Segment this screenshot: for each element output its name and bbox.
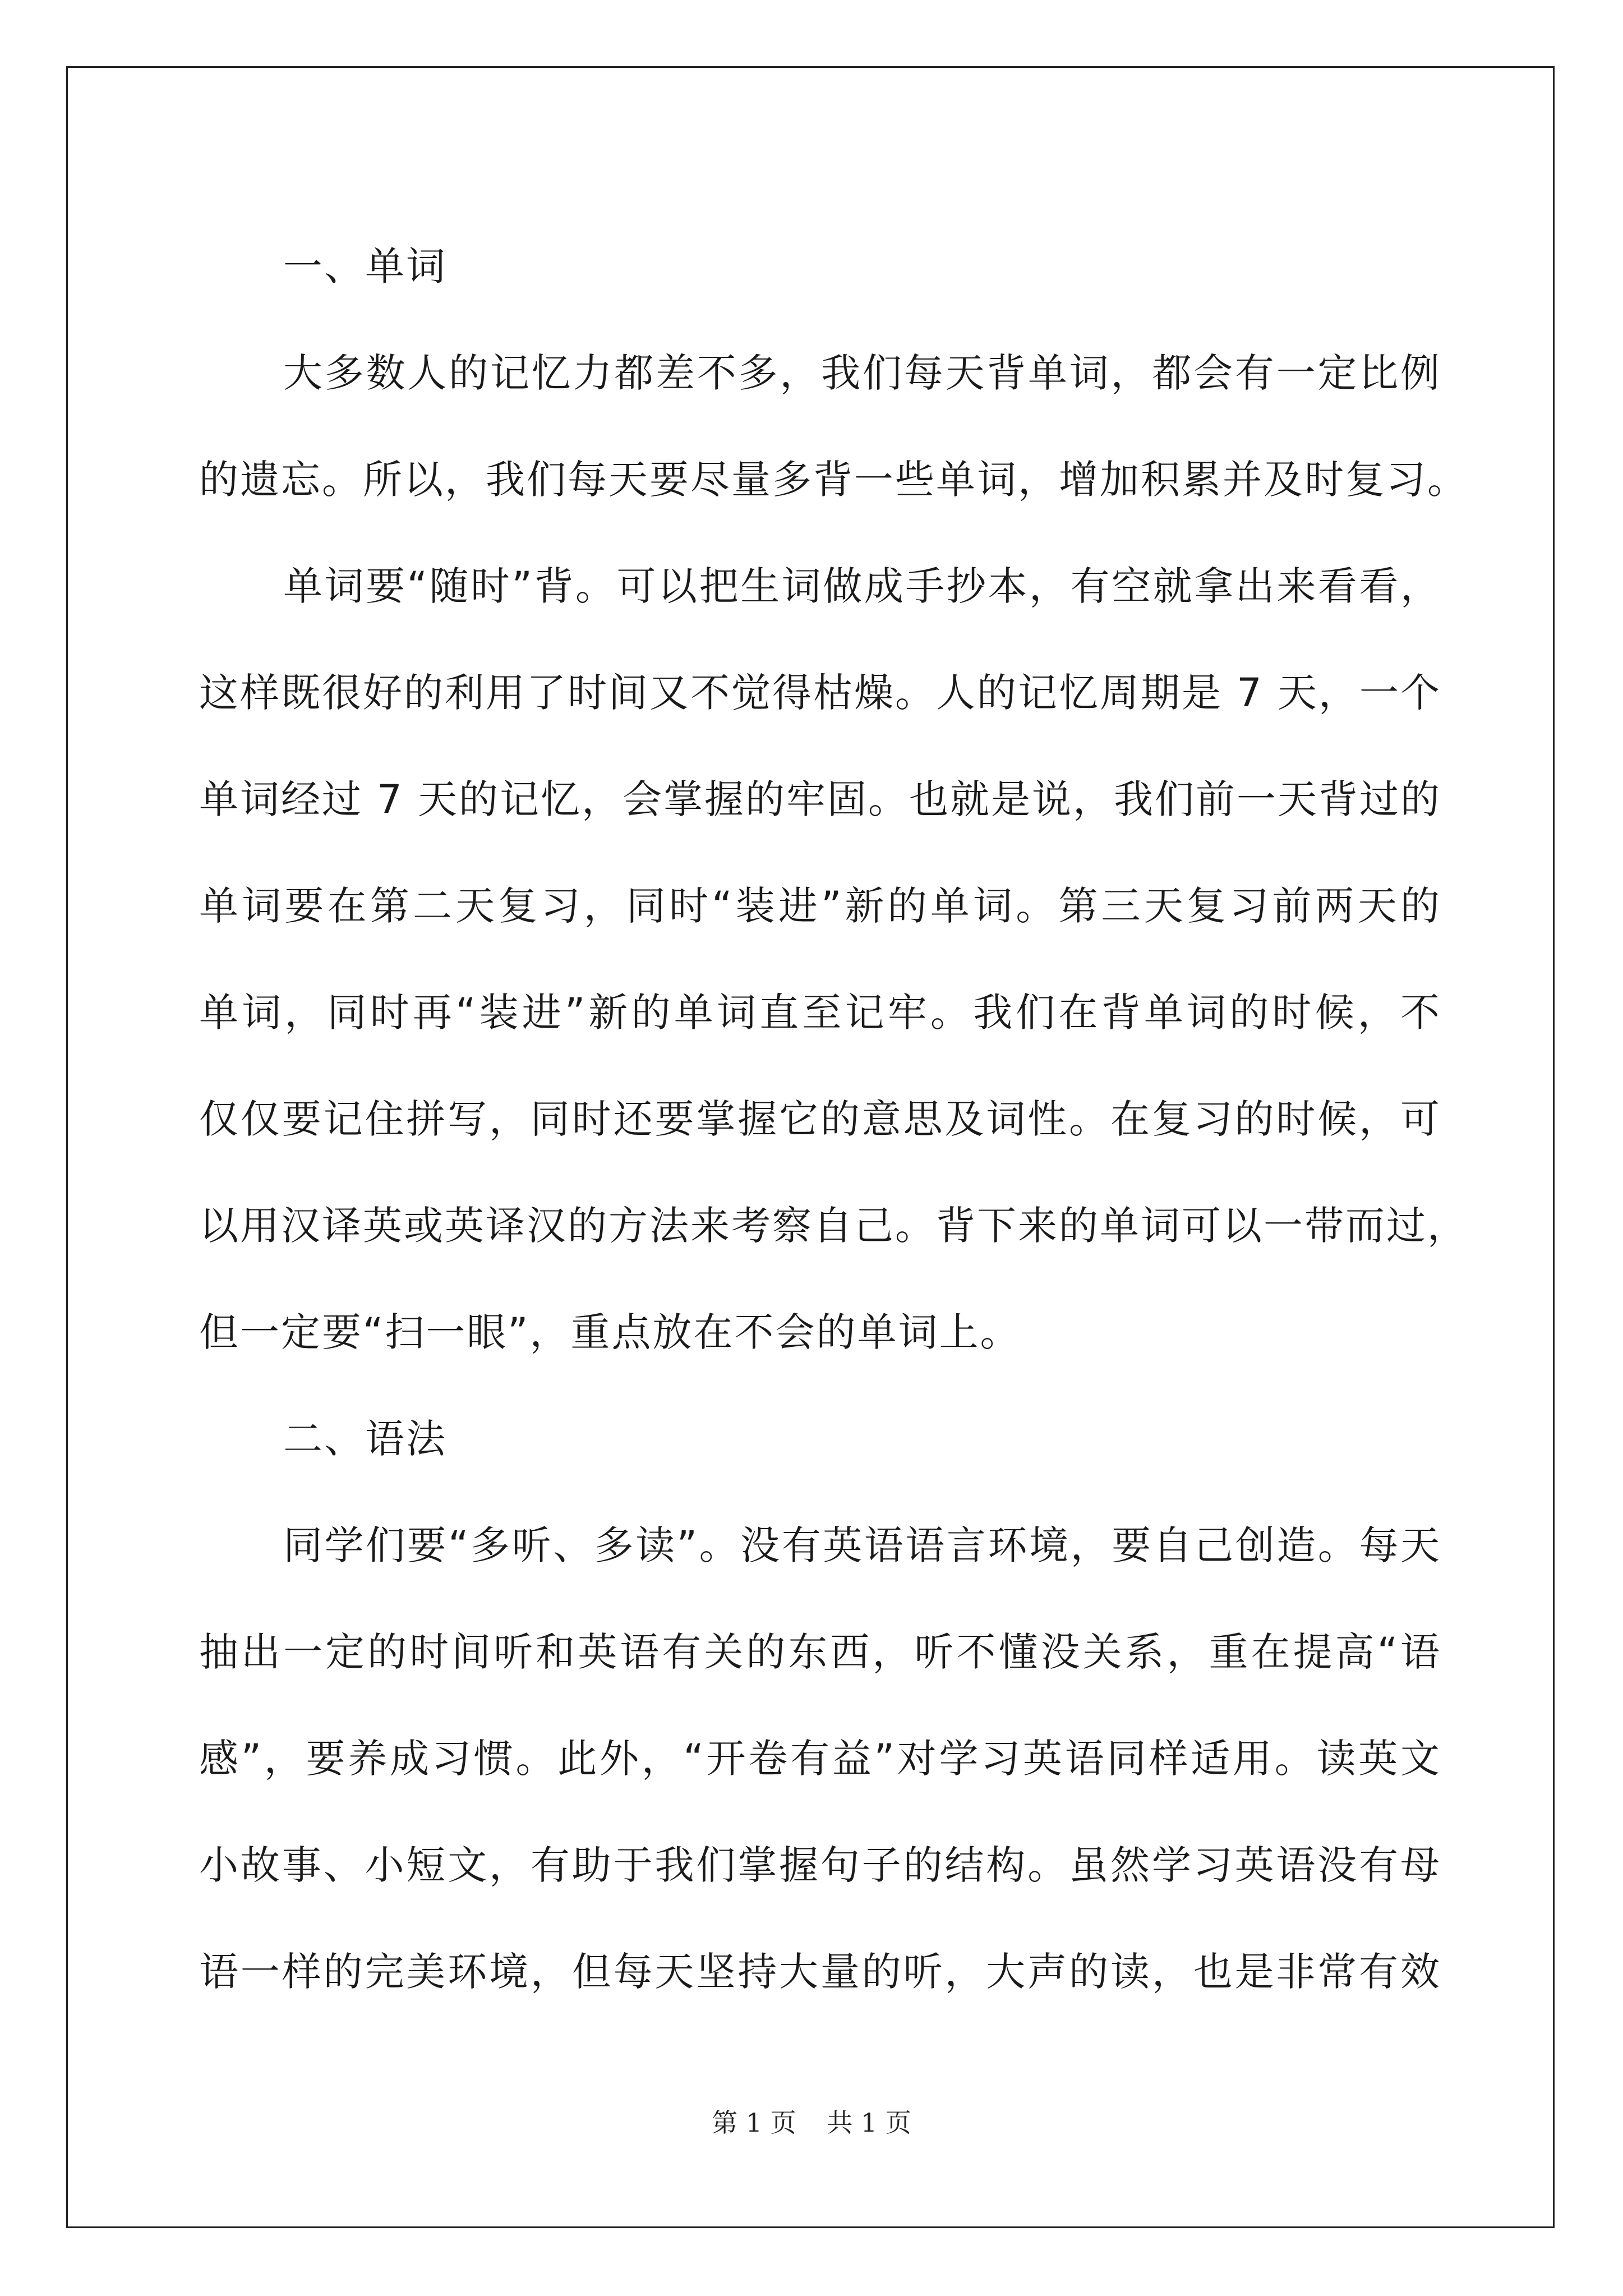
page-total: 共 1 页 bbox=[827, 2108, 911, 2138]
section-heading-words: 一、单词 bbox=[283, 243, 447, 289]
paragraph-line: 感”，要养成习惯。此外，“开卷有益”对学习英语同样适用。读英文 bbox=[199, 1736, 1441, 1782]
paragraph-line: 这样既很好的利用了时间又不觉得枯燥。人的记忆周期是 7 天，一个 bbox=[199, 670, 1442, 716]
paragraph-line: 抽出一定的时间听和英语有关的东西，听不懂没关系，重在提高“语 bbox=[199, 1629, 1441, 1675]
paragraph-line: 单词经过 7 天的记忆，会掌握的牢固。也就是说，我们前一天背过的 bbox=[199, 776, 1442, 822]
paragraph-line: 单词，同时再“装进”新的单词直至记牢。我们在背单词的时候，不 bbox=[199, 990, 1441, 1036]
paragraph-line: 小故事、小短文，有助于我们掌握句子的结构。虽然学习英语没有母 bbox=[199, 1842, 1441, 1888]
paragraph-line: 单词要在第二天复习，同时“装进”新的单词。第三天复习前两天的 bbox=[199, 883, 1441, 929]
page-number: 第 1 页 bbox=[712, 2108, 796, 2138]
document-body bbox=[199, 213, 1468, 2025]
paragraph-line: 大多数人的记忆力都差不多，我们每天背单词，都会有一定比例 bbox=[283, 350, 1441, 396]
paragraph-line: 仅仅要记住拼写，同时还要掌握它的意思及词性。在复习的时候，可 bbox=[199, 1096, 1441, 1142]
paragraph-line: 单词要“随时”背。可以把生词做成手抄本，有空就拿出来看看， bbox=[283, 563, 1441, 609]
paragraph-line: 的遗忘。所以，我们每天要尽量多背一些单词，增加积累并及时复习。 bbox=[199, 457, 1468, 503]
paragraph-line: 但一定要“扫一眼”，重点放在不会的单词上。 bbox=[199, 1309, 1021, 1355]
page-footer bbox=[0, 2102, 1623, 2139]
section-heading-grammar: 二、语法 bbox=[283, 1416, 447, 1462]
paragraph-line: 同学们要“多听、多读”。没有英语语言环境，要自己创造。每天 bbox=[283, 1522, 1441, 1568]
paragraph-line: 语一样的完美环境，但每天坚持大量的听，大声的读，也是非常有效 bbox=[199, 1949, 1441, 1995]
paragraph-line: 以用汉译英或英译汉的方法来考察自己。背下来的单词可以一带而过， bbox=[199, 1203, 1468, 1249]
